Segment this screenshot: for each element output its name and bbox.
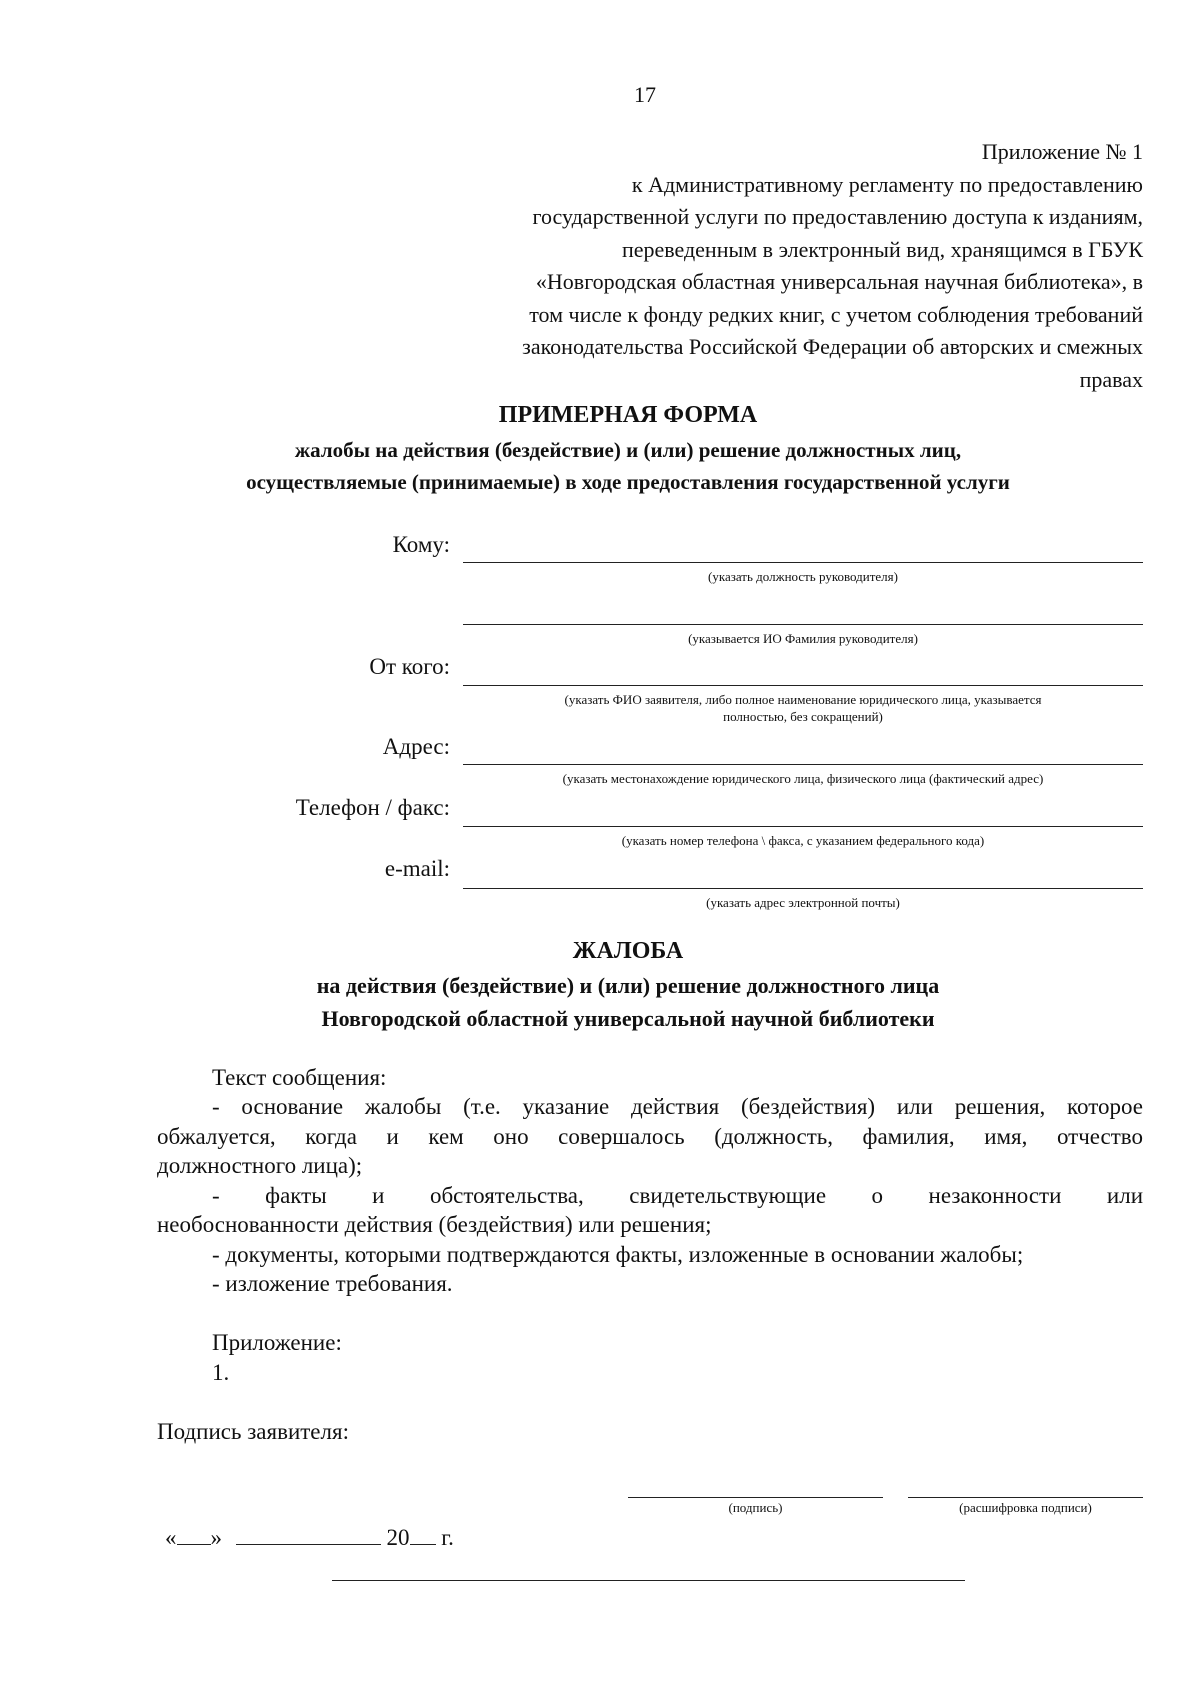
date-month-blank[interactable] bbox=[236, 1524, 381, 1545]
date-year-blank[interactable] bbox=[410, 1524, 436, 1545]
from-label: От кого: bbox=[369, 654, 450, 679]
date-close-quote: » bbox=[210, 1525, 222, 1550]
to-position-hint: (указать должность руководителя) bbox=[708, 569, 898, 584]
bottom-divider bbox=[332, 1580, 965, 1581]
from-line[interactable] bbox=[463, 685, 1143, 686]
message-line: - основание жалобы (т.е. указание действия (бездействия) или решения, которое bbox=[212, 1094, 1143, 1119]
phone-hint: (указать номер телефона \ факса, с указанием федерального кода) bbox=[621, 833, 985, 848]
message-line: должностного лица); bbox=[157, 1153, 363, 1178]
appendix-line: государственной услуги по предоставлению доступа к изданиям, bbox=[532, 204, 1143, 229]
address-hint: (указать местонахождение юридического лица, физического лица (фактический адрес) bbox=[562, 771, 1044, 786]
appendix-line: правах bbox=[1079, 366, 1143, 392]
to-name-line[interactable] bbox=[463, 624, 1143, 625]
phone-line[interactable] bbox=[463, 826, 1143, 827]
date-year-prefix: 20 bbox=[386, 1525, 410, 1550]
date-line bbox=[165, 1524, 454, 1551]
form-subtitle-line: жалобы на действия (бездействие) и (или) решение должностных лиц, bbox=[294, 438, 962, 462]
email-label: e-mail: bbox=[384, 856, 450, 881]
message-line: - факты и обстоятельства, свидетельствующие о незаконности или bbox=[212, 1183, 1143, 1208]
phone-label: Телефон / факс: bbox=[295, 795, 450, 820]
date-day-blank[interactable] bbox=[177, 1524, 211, 1545]
date-open-quote: « bbox=[165, 1525, 177, 1550]
signature-line[interactable] bbox=[628, 1497, 883, 1498]
complaint-title: ЖАЛОБА bbox=[572, 938, 684, 964]
email-hint: (указать адрес электронной почты) bbox=[706, 895, 900, 910]
appendix-header bbox=[383, 136, 1143, 396]
date-year-suffix: г. bbox=[441, 1525, 454, 1550]
appendix-line: законодательства Российской Федерации об авторских и смежных bbox=[522, 334, 1143, 359]
appendix-line: «Новгородская областная универсальная научная библиотека», в bbox=[535, 269, 1143, 294]
complaint-subtitle-line: Новгородской областной универсальной научной библиотеки bbox=[321, 1006, 935, 1031]
attachment-label: Приложение: bbox=[212, 1330, 342, 1355]
from-hint-line: полностью, без сокращений) bbox=[723, 709, 883, 724]
appendix-line: переведенным в электронный вид, хранящимся в ГБУК bbox=[621, 236, 1143, 262]
signature-decode-line[interactable] bbox=[908, 1497, 1143, 1498]
signature-decode-hint: (расшифровка подписи) bbox=[959, 1500, 1092, 1515]
signature-hint: (подпись) bbox=[728, 1500, 783, 1515]
to-position-line[interactable] bbox=[463, 562, 1143, 563]
form-title: ПРИМЕРНАЯ ФОРМА bbox=[498, 402, 758, 428]
to-label: Кому: bbox=[392, 532, 450, 557]
message-title: Текст сообщения: bbox=[212, 1065, 387, 1090]
complaint-subtitle-line: на действия (бездействие) и (или) решение должностного лица bbox=[316, 973, 940, 998]
address-label: Адрес: bbox=[382, 734, 450, 759]
page-number: 17 bbox=[634, 82, 656, 107]
message-line: - изложение требования. bbox=[212, 1271, 453, 1296]
address-line[interactable] bbox=[463, 764, 1143, 765]
message-line: необоснованности действия (бездействия) или решения; bbox=[157, 1212, 712, 1237]
from-hint bbox=[463, 691, 1143, 725]
appendix-line: том числе к фонду редких книг, с учетом соблюдения требований bbox=[529, 301, 1143, 327]
to-name-hint: (указывается ИО Фамилия руководителя) bbox=[688, 631, 918, 646]
appendix-line: к Административному регламенту по предоставлению bbox=[631, 171, 1143, 197]
form-subtitle-line: осуществляемые (принимаемые) в ходе предоставления государственной услуги bbox=[246, 470, 1010, 494]
signature-label: Подпись заявителя: bbox=[157, 1419, 349, 1444]
appendix-line: Приложение № 1 bbox=[981, 139, 1143, 164]
from-hint-line: (указать ФИО заявителя, либо полное наименование юридического лица, указывается bbox=[564, 692, 1042, 707]
email-line[interactable] bbox=[463, 888, 1143, 889]
attachment-item: 1. bbox=[212, 1360, 230, 1385]
message-line: - документы, которыми подтверждаются факты, изложенные в основании жалобы; bbox=[212, 1242, 1024, 1267]
message-line: обжалуется, когда и кем оно совершалось (должность, фамилия, имя, отчество bbox=[157, 1124, 1143, 1149]
